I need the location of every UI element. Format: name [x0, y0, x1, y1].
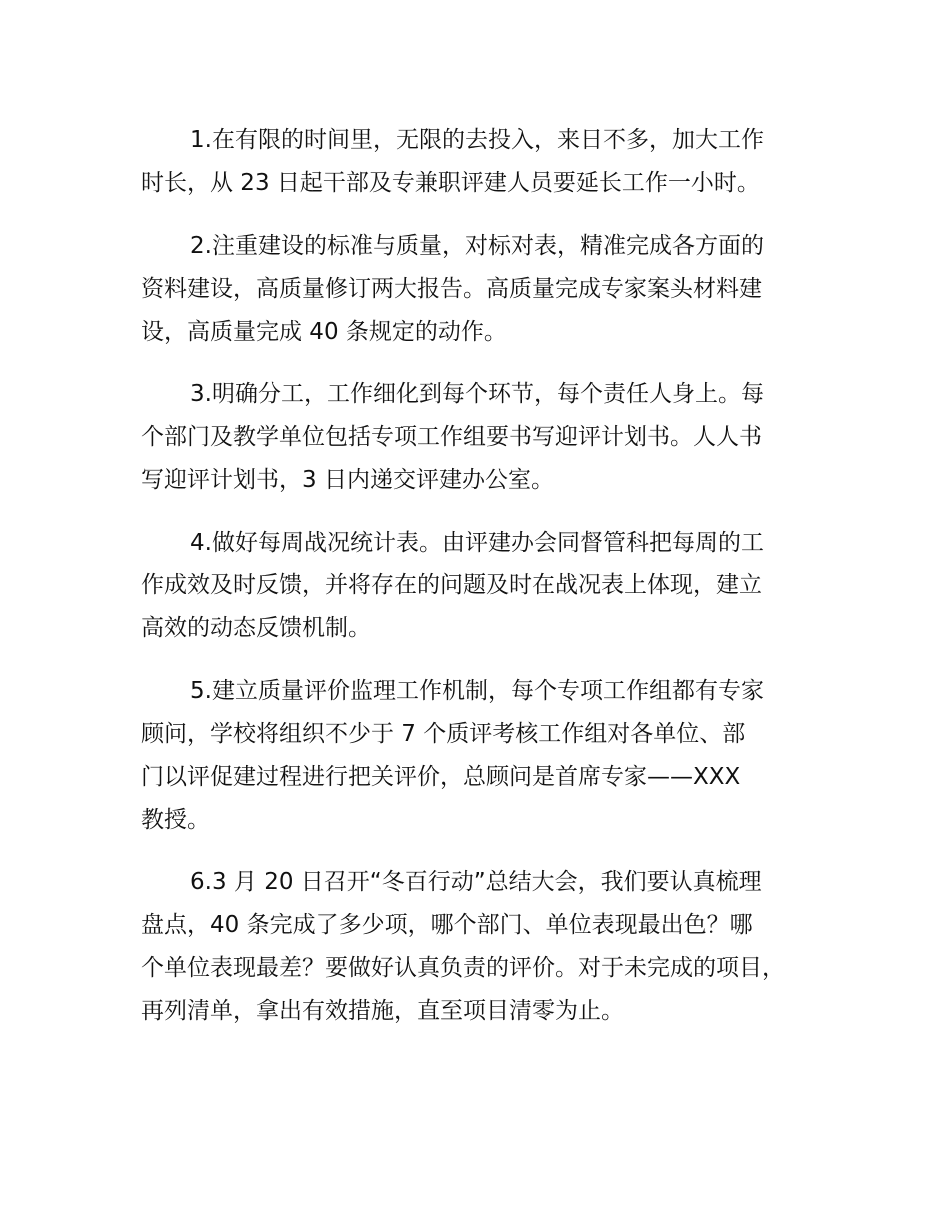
paragraph-5-line-1: 5.建立质量评价监理工作机制，每个专项工作组都有专家	[190, 678, 764, 704]
paragraph-6-line-2: 盘点，40 条完成了多少项，哪个部门、单位表现最出色？哪	[141, 912, 753, 938]
paragraph-1-line-2: 时长，从 23 日起干部及专兼职评建人员要延长工作一小时。	[141, 170, 760, 196]
paragraph-6-line-1: 6.3 月 20 日召开“冬百行动”总结大会，我们要认真梳理	[190, 869, 762, 895]
paragraph-6-line-3: 个单位表现最差？要做好认真负责的评价。对于未完成的项目，	[141, 955, 785, 981]
paragraph-4-line-3: 高效的动态反馈机制。	[141, 615, 371, 641]
paragraph-3-line-3: 写迎评计划书，3 日内递交评建办公室。	[141, 467, 554, 493]
paragraph-3-line-2: 个部门及教学单位包括专项工作组要书写迎评计划书。人人书	[141, 424, 762, 450]
paragraph-5-line-4: 教授。	[141, 807, 210, 833]
paragraph-4-line-1: 4.做好每周战况统计表。由评建办会同督管科把每周的工	[190, 530, 764, 556]
paragraph-6-line-4: 再列清单，拿出有效措施，直至项目清零为止。	[141, 998, 624, 1024]
paragraph-4-line-2: 作成效及时反馈，并将存在的问题及时在战况表上体现，建立	[141, 572, 762, 598]
paragraph-2-line-1: 2.注重建设的标准与质量，对标对表，精准完成各方面的	[190, 233, 764, 259]
paragraph-2-line-3: 设，高质量完成 40 条规定的动作。	[141, 319, 507, 345]
paragraph-1-line-1: 1.在有限的时间里，无限的去投入，来日不多，加大工作	[190, 127, 764, 153]
paragraph-5-line-3: 门以评促建过程进行把关评价，总顾问是首席专家——XXX	[141, 764, 741, 790]
paragraph-3-line-1: 3.明确分工，工作细化到每个环节，每个责任人身上。每	[190, 381, 764, 407]
paragraph-5-line-2: 顾问，学校将组织不少于 7 个质评考核工作组对各单位、部	[141, 721, 746, 747]
paragraph-2-line-2: 资料建设，高质量修订两大报告。高质量完成专家案头材料建	[141, 276, 762, 302]
